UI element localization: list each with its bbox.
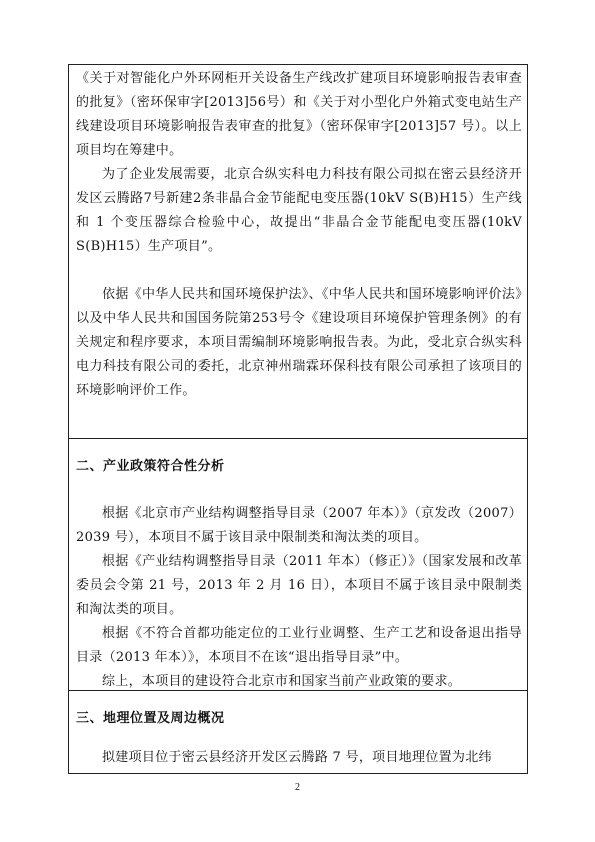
paragraph-legal-basis: 依据《中华人民共和国环境保护法》、《中华人民共和国环境影响评价法》以及中华人民共和国国务院第253号令《建设项目环境保护管理条例》的有关规定和程序要求，本项目需编制环境影响报告表。为此，受北京合纵实科电力科技有限公司的委托，北京神州瑞霖环保科技有限公司承担了该项目的环境影响评价工作。 — [76, 287, 522, 398]
paragraph-approvals: 《关于对智能化户外环网柜开关设备生产线改扩建项目环境影响报告表审查的批复》（密环保审字[2013]56号）和《关于对小型化户外箱式变电站生产线建设项目环境影响报告表审查的批复》（密环保审字[2013]57 号）。以上项目均在筹建中。 — [76, 71, 522, 158]
page-number: 2 — [295, 782, 300, 793]
paragraph-beijing-catalog: 根据《北京市产业结构调整指导目录（2007 年本）》（京发改（2007）2039 号），本项目不属于该目录中限制类和淘汰类的项目。 — [76, 506, 522, 545]
paragraph-location: 拟建项目位于密云县经济开发区云腾路 7 号，项目地理位置为北纬 — [102, 750, 492, 765]
paragraph-exit-catalog: 根据《不符合首都功能定位的工业行业调整、生产工艺和设备退出指导目录（2013 年本）》，本项目不在该“退出指导目录”中。 — [76, 626, 522, 665]
section-heading-industry-policy: 二、产业政策符合性分析 — [76, 459, 225, 474]
section-divider — [69, 438, 527, 439]
paragraph-project-intro: 为了企业发展需要，北京合纵实科电力科技有限公司拟在密云县经济开发区云腾路7号新建2条非晶合金节能配电变压器(10kV S(B)H15）生产线和 1 个变压器综合检验中心，故提出“非晶合金节能配电变压器(10kV S(B)H15）生产项目”。 — [76, 167, 522, 254]
section-heading-location: 三、地理位置及周边概况 — [76, 711, 225, 726]
paragraph-policy-conclusion: 综上，本项目的建设符合北京市和国家当前产业政策的要求。 — [102, 674, 462, 689]
paragraph-national-catalog: 根据《产业结构调整指导目录（2011 年本）（修正）》（国家发展和改革委员会令第 21 号，2013 年 2 月 16 日），本项目不属于该目录中限制类和淘汰类的项目。 — [76, 554, 522, 617]
